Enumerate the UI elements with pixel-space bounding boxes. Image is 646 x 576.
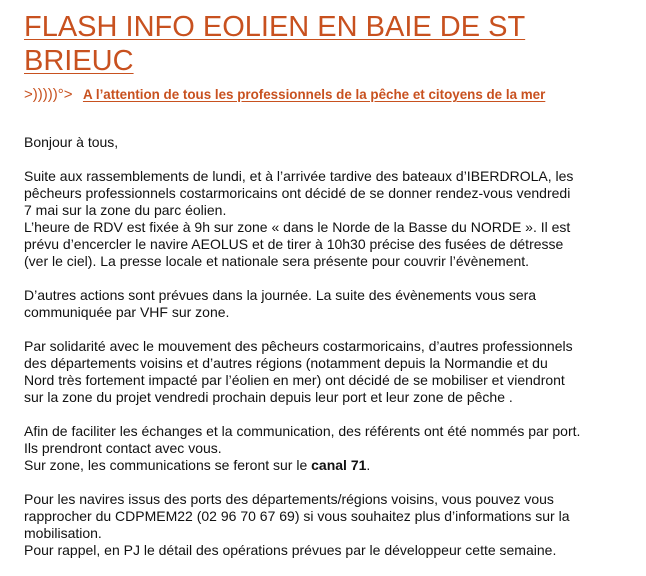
email-body [24,134,624,559]
text-line: Par solidarité avec le mouvement des pêcheurs costarmoricains, d’autres professionnels [24,338,573,354]
text-line: Nord très fortement impacté par l’éolien en mer) ont décidé de se mobiliser et viendront [24,372,565,388]
text-line: Afin de faciliter les échanges et la communication, des référents ont été nommés par port. [24,423,581,439]
text-line: D’autres actions sont prévues dans la journée. La suite des évènements vous sera [24,287,537,303]
text-line: Ils prendront contact avec vous. [24,440,222,456]
paragraph-actions [24,287,624,321]
greeting: Bonjour à tous, [24,134,119,150]
channel-suffix: . [366,457,371,473]
text-line: rapprocher du CDPMEM22 (02 96 70 67 69) si vous souhaitez plus d’informations sur la [24,508,570,524]
text-line: Pour les navires issus des ports des départements/régions voisins, vous pouvez vous [24,491,554,507]
text-line: L’heure de RDV est fixée à 9h sur zone « dans le Norde de la Basse du NORDE ». Il est [24,219,571,235]
text-line: 7 mai sur la zone du parc éolien. [24,202,227,218]
paragraph-communication [24,423,624,474]
text-line: mobilisation. [24,525,102,541]
text-line: pêcheurs professionnels costarmoricains ont décidé de se donner rendez-vous vendredi [24,185,571,201]
paragraph-solidarity [24,338,624,406]
channel-line [24,457,624,474]
text-line: communiquée par VHF sur zone. [24,304,230,320]
subtitle-row [24,86,634,104]
text-line: Suite aux rassemblements de lundi, et à l’arrivée tardive des bateaux d’IBERDROLA, les [24,168,574,184]
text-line: Pour rappel, en PJ le détail des opérations prévues par le développeur cette semaine. [24,542,557,558]
text-line: (ver le ciel). La presse locale et nationale sera présente pour couvrir l’évènement. [24,253,530,269]
text-line: des départements voisins et d’autres régions (notamment depuis la Normandie et du [24,355,548,371]
text-line: prévu d’encercler le navire AEOLUS et de tirer à 10h30 précise des fusées de détresse [24,236,564,252]
text-line: sur la zone du projet vendredi prochain depuis leur port et leur zone de pêche . [24,389,513,405]
email-title: FLASH INFO EOLIEN EN BAIE DE ST BRIEUC [24,11,526,77]
paragraph-rally [24,168,624,270]
channel-number: canal 71 [311,457,367,473]
fish-glyph-icon: >)))))°> [24,86,73,103]
paragraph-contact [24,491,624,559]
email-subtitle: A l’attention de tous les professionnels de la pêche et citoyens de la mer [82,87,546,102]
channel-prefix: Sur zone, les communications se feront sur le [24,457,312,473]
